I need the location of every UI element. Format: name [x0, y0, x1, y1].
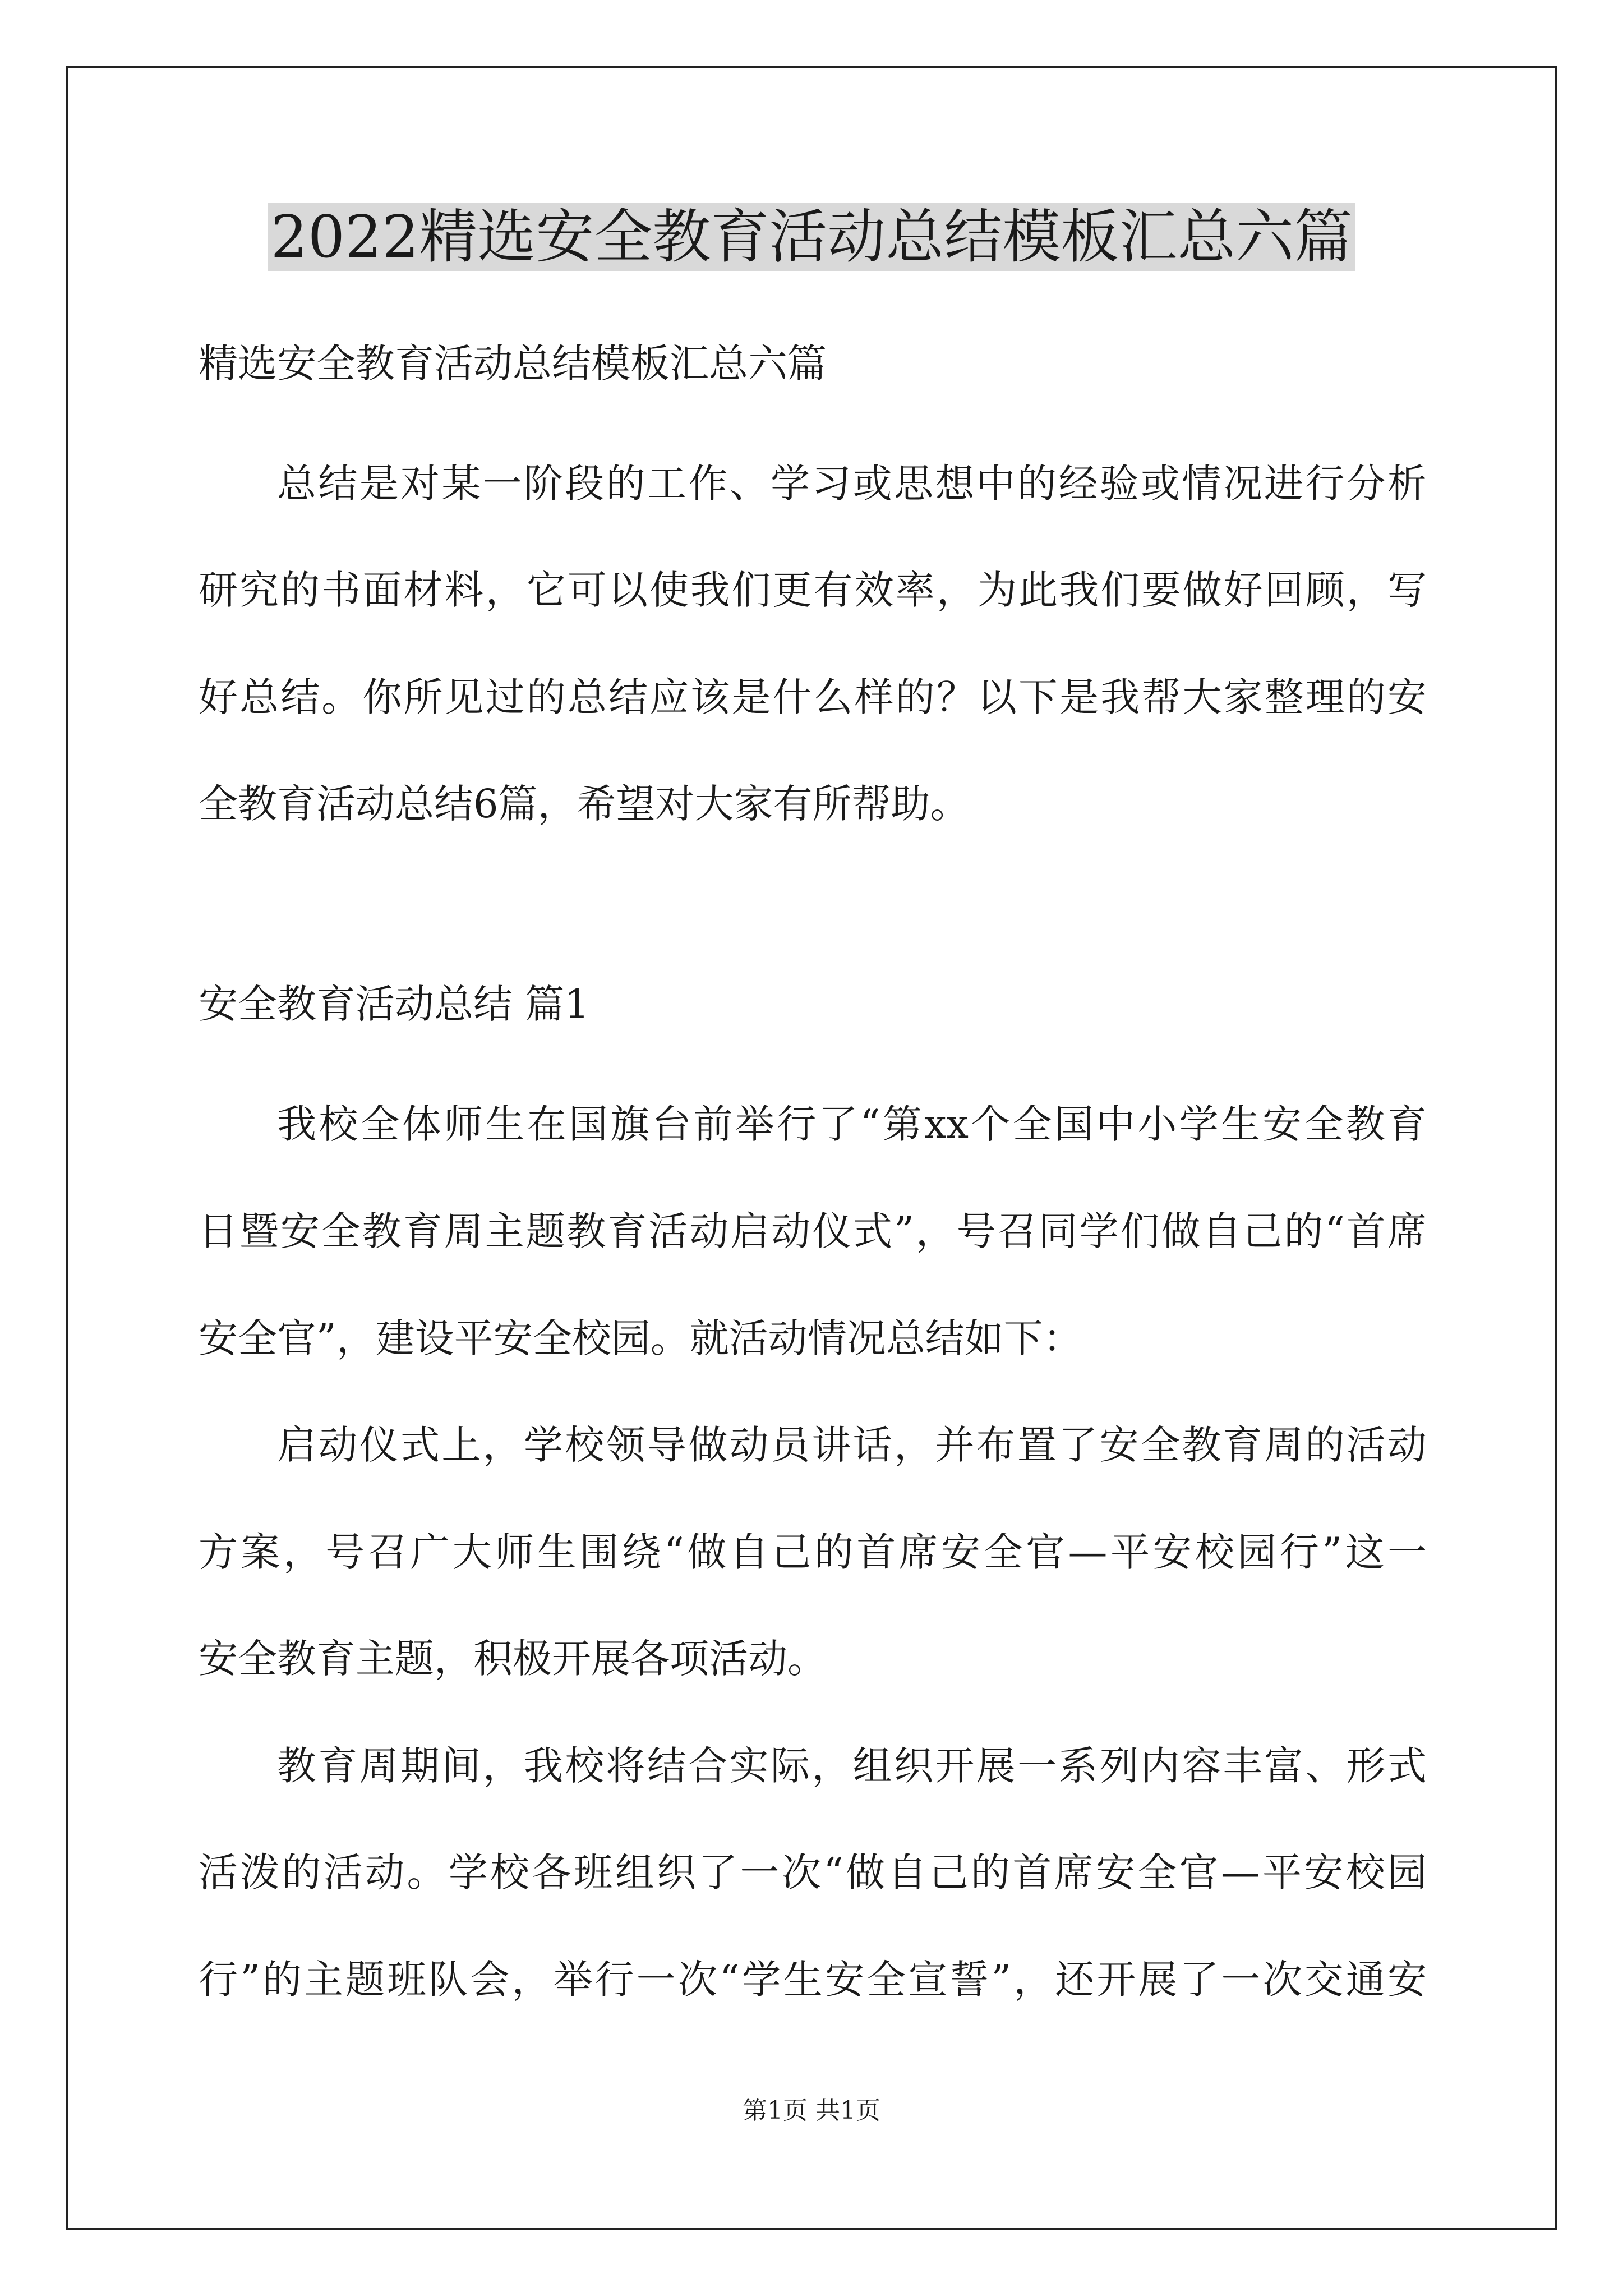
paragraph-line: 启动仪式上，学校领导做动员讲话，并布置了安全教育周的活动	[277, 1422, 1427, 1468]
page-footer: 第1页 共1页	[743, 2096, 880, 2125]
paragraph-line: 好总结。你所见过的总结应该是什么样的？以下是我帮大家整理的安	[199, 674, 1427, 720]
paragraph-line: 我校全体师生在国旗台前举行了“第xx个全国中小学生安全教育	[277, 1101, 1427, 1147]
intro-heading: 精选安全教育活动总结模板汇总六篇	[199, 341, 827, 386]
paragraph-line: 安全官”，建设平安全校园。就活动情况总结如下：	[199, 1315, 1082, 1361]
paragraph-line: 安全教育主题，积极开展各项活动。	[199, 1636, 827, 1682]
paragraph-line: 全教育活动总结6篇，希望对大家有所帮助。	[199, 781, 970, 827]
section-heading: 安全教育活动总结 篇1	[199, 981, 589, 1027]
paragraph-line: 日暨安全教育周主题教育活动启动仪式”，号召同学们做自己的“首席	[199, 1208, 1427, 1254]
paragraph-line: 活泼的活动。学校各班组织了一次“做自己的首席安全官—平安校园	[199, 1849, 1427, 1895]
paragraph-line: 方案，号召广大师生围绕“做自己的首席安全官—平安校园行”这一	[199, 1529, 1427, 1575]
paragraph-line: 总结是对某一阶段的工作、学习或思想中的经验或情况进行分析	[277, 461, 1427, 507]
paragraph-line: 研究的书面材料，它可以使我们更有效率，为此我们要做好回顾，写	[199, 567, 1427, 613]
document-title	[0, 197, 1623, 276]
paragraph-line: 教育周期间，我校将结合实际，组织开展一系列内容丰富、形式	[277, 1743, 1427, 1789]
document-title-text: 2022精选安全教育活动总结模板汇总六篇	[268, 203, 1356, 271]
paragraph-line: 行”的主题班队会，举行一次“学生安全宣誓”，还开展了一次交通安	[199, 1957, 1427, 2003]
